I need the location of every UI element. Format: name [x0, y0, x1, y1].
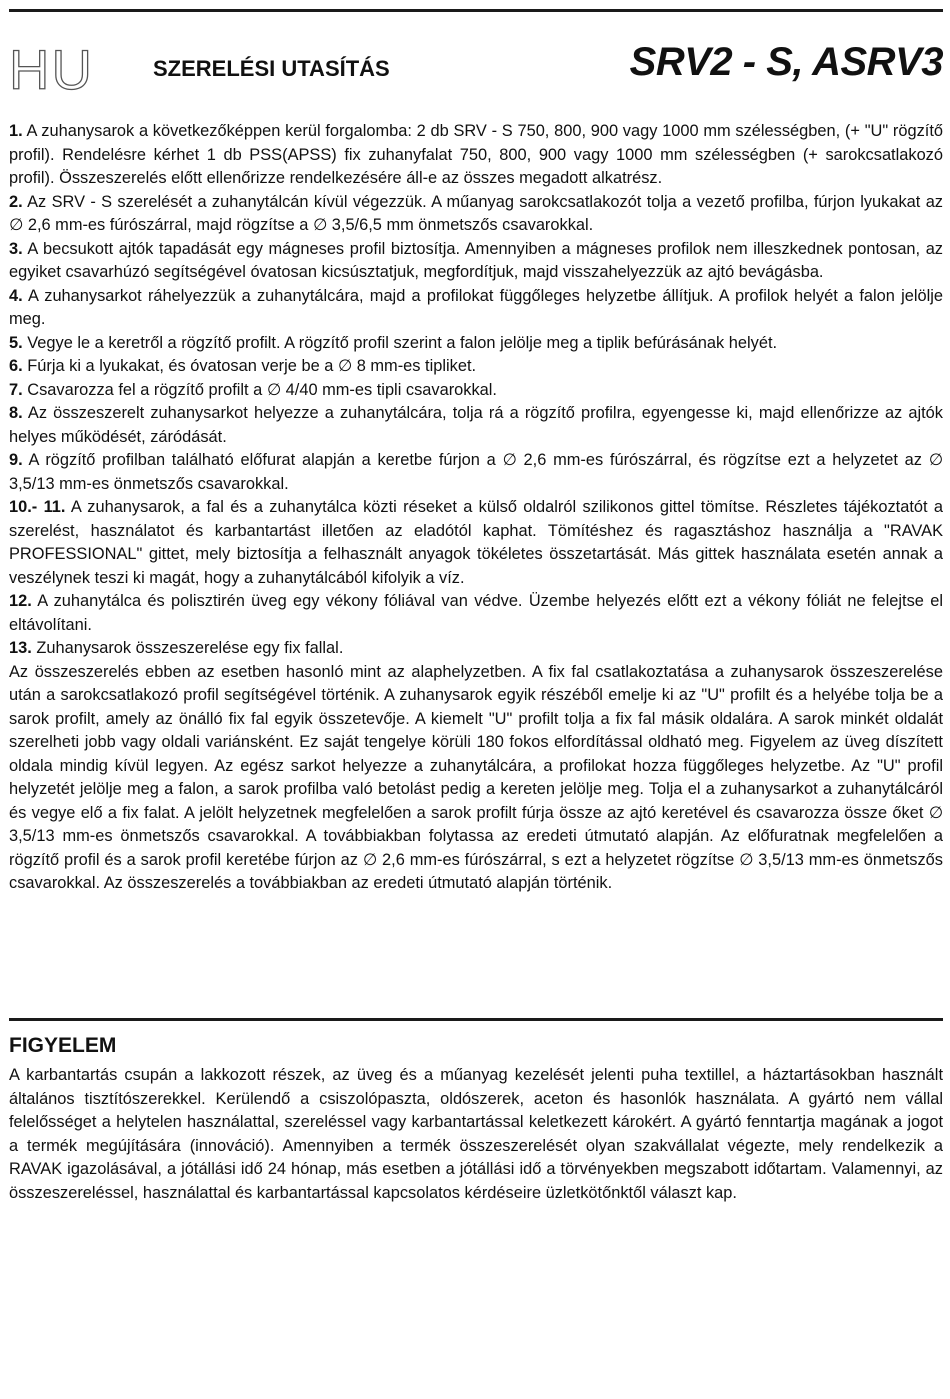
step-number: 12. [9, 592, 32, 610]
step-9 [9, 449, 943, 496]
warning-text: A karbantartás csupán a lakkozott részek, az üveg és a műanyag kezelését jelenti puha textillel, a háztartásokban használt általános tisztítószerekkel. Kerülendő a csiszolópaszta, oldószerek, aceton és hasonlók használata. A gyártó nem vállal felelősséget a helytelen használattal, szereléssel vagy karbantartással keletkezett károkért. A gyártó fenntartja magának a jogot a termék megújítására (innováció). Amennyiben a termék összeszerelését olyan szakvállalat végezte, mely rendelkezik a RAVAK igazolásával, a jótállási idő 24 hónap, más esetben a jótállási idő a törvényekben megszabott időtartam. Valamennyi, az összeszereléssel, használattal és karbantartással kapcsolatos kérdéseire üzletkötőnktől választ kap. [9, 1066, 943, 1202]
step-number: 10.- 11. [9, 498, 66, 516]
step-number: 3. [9, 239, 23, 258]
step-number: 2. [9, 192, 23, 211]
step-12 [9, 590, 943, 637]
step-5 [9, 332, 943, 356]
warning-title: FIGYELEM [9, 1034, 117, 1057]
step-2 [9, 191, 943, 238]
step-text: A rögzítő profilban található előfurat alapján a keretbe fúrjon a ∅ 2,6 mm-es fúrószárral, és rögzítse ezt a helyzetet az ∅ 3,5/13 mm-es önmetszős csavarokkal. [9, 451, 943, 493]
step-number: 7. [9, 380, 23, 399]
step-3 [9, 238, 943, 285]
step-number: 5. [9, 333, 23, 352]
step-10-11 [9, 496, 943, 590]
instructions-body [9, 120, 943, 896]
step-number: 6. [9, 357, 23, 375]
model-name: SRV2 - S, ASRV3 [629, 40, 943, 84]
step-7 [9, 379, 943, 403]
step-13-detail: Az összeszerelés ebben az esetben hasonló mint az alaphelyzetben. A fix fal csatlakoztatása a zuhanysarok összeszerelése után a sarokcsatlakozó profil segítségével történik. A zuhanysarok egyik részéből emelje ki az "U" profilt és a helyébe tolja be a sarok profilt, amely az önálló fix fal egyik összetevője. A kiemelt "U" profilt tolja a fix fal másik oldalára. A sarok minkét oldalát szerelheti jobb vagy oldali variánsként. Ez saját tengelye körüli 180 fokos elfordítással oldható meg. Figyelem az üveg díszített oldala mindig kívül legyen. Az egész sarkot helyezze a zuhanytálcára, a profilokat hozza függőleges helyzetbe. Az "U" profil helyzetét jelölje meg a falon, a sarok profilba való betolást pedig a kereten jelölje meg. Tolja el a zuhanysarkot a zuhanytálcáról és vegye elő a fix falat. A jelölt helyzetnek megfelelően a sarok profilt fúrja össze az ajtó keretével és csavarozza össze őket ∅ 3,5/13 mm-es önmetszős csavarokkal. A továbbiakban folytassa az eredeti útmutató alapján. Az előfuratnak megfelelően a rögzítő profil és a sarok profil keretébe fúrjon az ∅ 2,6 mm-es fúrószárral, s ezt a helyzetet rögzítse ∅ 3,5/13 mm-es önmetszős csavarokkal. Az összeszerelés a továbbiakban az eredeti útmutató alapján történik. [9, 662, 943, 892]
step-number: 4. [9, 286, 23, 305]
step-number: 8. [9, 404, 23, 422]
step-4 [9, 285, 943, 332]
step-1 [9, 120, 943, 191]
document-title: SZERELÉSI UTASÍTÁS [153, 56, 390, 81]
step-text: A zuhanysarok a következőképpen kerül forgalomba: 2 db SRV - S 750, 800, 900 vagy 1000 mm szélességben, (+ "U" rögzítő profil). Rendelésre kérhet 1 db PSS(APSS) fix zuhanyfalat 750, 800, 900 vagy 1000 mm szélességben (+ sarokcsatlakozó profil). Összeszerelés előtt ellenőrizze rendelkezésére áll-e az összes megadott alkatrész. [9, 122, 944, 187]
language-code: HU [9, 38, 94, 101]
step-text: Fúrja ki a lyukakat, és óvatosan verje be a ∅ 8 mm-es tipliket. [27, 357, 477, 375]
step-text: Csavarozza fel a rögzítő profilt a ∅ 4/40 mm-es tipli csavarokkal. [27, 380, 497, 399]
header [9, 40, 943, 100]
step-text: Az összeszerelt zuhanysarkot helyezze a zuhanytálcára, tolja rá a rögzítő profilra, egyengesse ki, majd ellenőrizze az ajtók helyes működését, záródását. [9, 404, 943, 446]
step-6 [9, 355, 943, 379]
step-number: 13. [9, 639, 32, 657]
step-8 [9, 402, 943, 449]
step-number: 1. [9, 122, 23, 140]
section-divider [9, 1018, 943, 1021]
step-text: A zuhanytálca és polisztirén üveg egy vékony fóliával van védve. Üzembe helyezés előtt ezt a vékony fóliát ne felejtse el eltávolítani. [9, 592, 943, 634]
step-13 [9, 637, 943, 661]
step-text: Vegye le a keretről a rögzítő profilt. A rögzítő profil szerint a falon jelölje meg a tiplik befúrásának helyét. [27, 333, 778, 352]
step-text: A zuhanysarkot ráhelyezzük a zuhanytálcára, majd a profilokat függőleges helyzetbe állítjuk. A profilok helyét a falon jelölje meg. [9, 286, 943, 328]
step-text: Zuhanysarok összeszerelése egy fix fallal. [36, 639, 344, 657]
step-number: 9. [9, 451, 23, 469]
step-text: A zuhanysarok, a fal és a zuhanytálca közti réseket a külső oldalról szilikonos gittel tömítse. Részletes tájékoztatót a szerelést, használatot és karbantartást illetően az eladótól kaphat. Tömítéshez és ragasztáshoz használja a "RAVAK PROFESSIONAL" gittet, mely biztosítja a felhasznált anyagok tökéletes összetartását. Más gittek használata esetén annak a veszélynek teszi ki magát, hogy a zuhanytálcából kifolyik a víz. [9, 498, 943, 587]
step-text: A becsukott ajtók tapadását egy mágneses profil biztosítja. Amennyiben a mágneses profilok nem illeszkednek pontosan, az egyiket csavarhúzó segítségével óvatosan kicsúsztatjuk, megfordítjuk, majd visszahelyezzük az ajtó bevágásba. [9, 239, 944, 281]
step-text: Az SRV - S szerelését a zuhanytálcán kívül végezzük. A műanyag sarokcsatlakozót tolja a vezető profilba, fúrjon lyukakat az ∅ 2,6 mm-es fúrószárral, majd rögzítse a ∅ 3,5/6,5 mm önmetszős csavarokkal. [9, 192, 944, 234]
top-divider [9, 9, 943, 12]
